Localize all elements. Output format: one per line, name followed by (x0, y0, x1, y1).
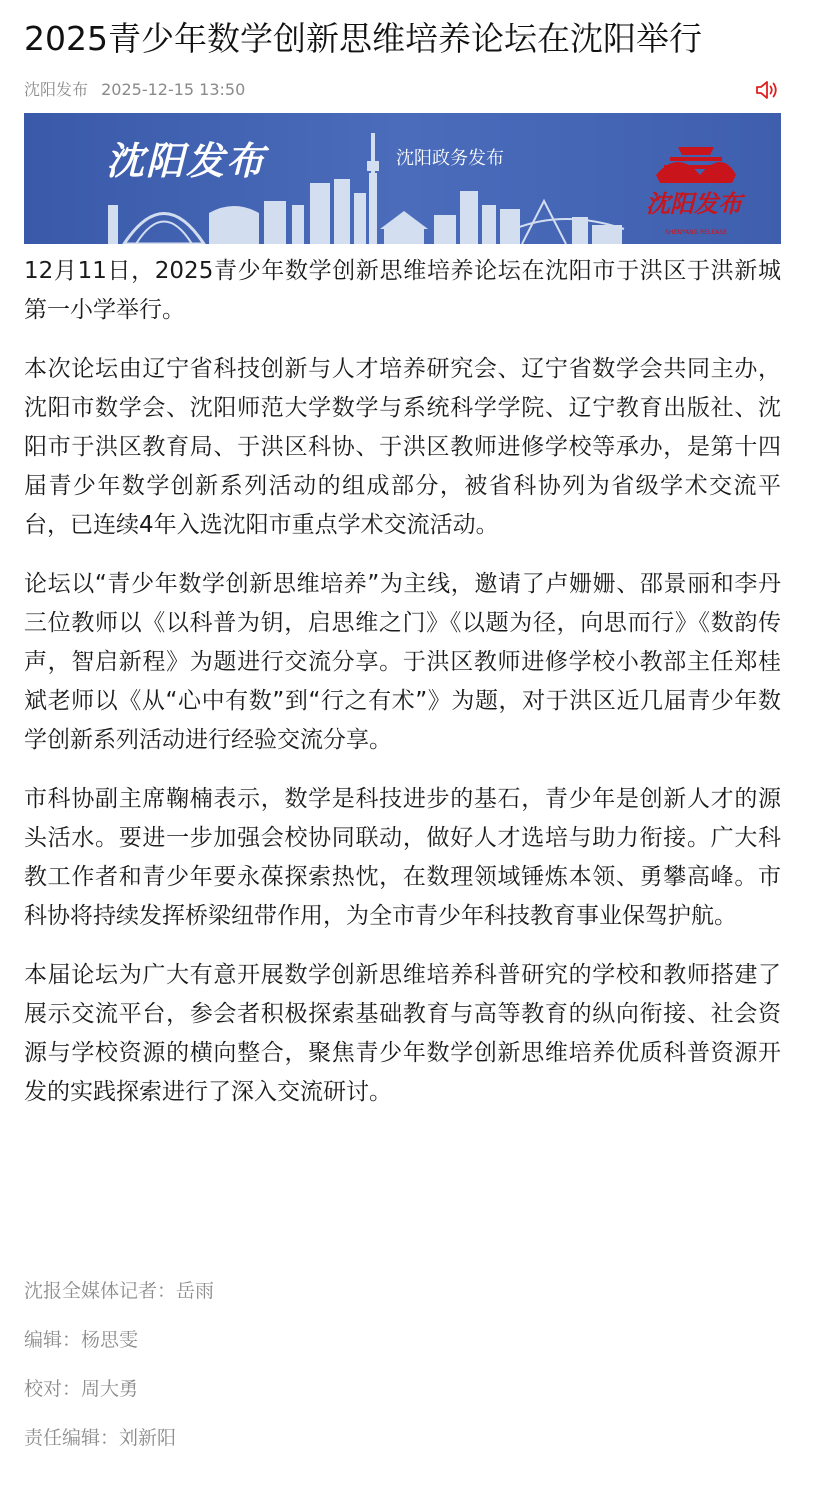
banner-image (24, 113, 781, 244)
svg-text:SHENYANG RELEASE: SHENYANG RELEASE (665, 229, 727, 236)
article-credits (24, 1272, 781, 1468)
credit-chief-editor: 责任编辑：刘新阳 (24, 1427, 177, 1449)
article-meta (24, 78, 781, 102)
article-body (24, 252, 781, 1132)
article-paragraph: 12月11日，2025青少年数学创新思维培养论坛在沈阳市于洪区于洪新城第一小学举行。 (24, 258, 781, 323)
banner-logo-text: 沈阳发布 (646, 189, 742, 218)
article-paragraph: 论坛以“青少年数学创新思维培养”为主线，邀请了卢姗姗、邵景丽和李丹三位教师以《以科普为钥，启思维之门》《以题为径，向思而行》《数韵传声，智启新程》为题进行交流分享。于洪区教师进修学校小教部主任郑桂斌老师以《从“心中有数”到“行之有术”》为题，对于洪区近几届青少年数学创新系列活动进行经验交流分享。 (24, 571, 781, 753)
banner-subtitle: 沈阳政务发布 (396, 148, 504, 169)
article-source[interactable]: 沈阳发布 (24, 80, 89, 99)
article-paragraph: 本届论坛为广大有意开展数学创新思维培养科普研究的学校和教师搭建了展示交流平台，参会者积极探索基础教育与高等教育的纵向衔接、社会资源与学校资源的横向整合，聚焦青少年数学创新思维培养优质科普资源开发的实践探索进行了深入交流研讨。 (24, 962, 781, 1105)
banner-title: 沈阳发布 (106, 138, 267, 183)
speaker-icon[interactable] (753, 78, 781, 102)
credit-reporter: 沈报全媒体记者：岳雨 (24, 1280, 215, 1302)
article-paragraph: 本次论坛由辽宁省科技创新与人才培养研究会、辽宁省数学会共同主办，沈阳市数学会、沈阳师范大学数学与系统科学学院、辽宁教育出版社、沈阳市于洪区教育局、于洪区科协、于洪区教师进修学校等承办，是第十四届青少年数学创新系列活动的组成部分，被省科协列为省级学术交流平台，已连续4年入选沈阳市重点学术交流活动。 (24, 356, 781, 538)
credit-editor: 编辑：杨思雯 (24, 1329, 139, 1351)
credit-proofreader: 校对：周大勇 (24, 1378, 139, 1400)
article-title: 2025青少年数学创新思维培养论坛在沈阳举行 (24, 19, 702, 58)
article-paragraph: 市科协副主席鞠楠表示，数学是科技进步的基石，青少年是创新人才的源头活水。要进一步加强会校协同联动，做好人才选培与助力衔接。广大科教工作者和青少年要永葆探索热忱，在数理领域锤炼本领、勇攀高峰。市科协将持续发挥桥梁纽带作用，为全市青少年科技教育事业保驾护航。 (24, 786, 781, 929)
article-datetime: 2025-12-15 13:50 (101, 80, 246, 99)
